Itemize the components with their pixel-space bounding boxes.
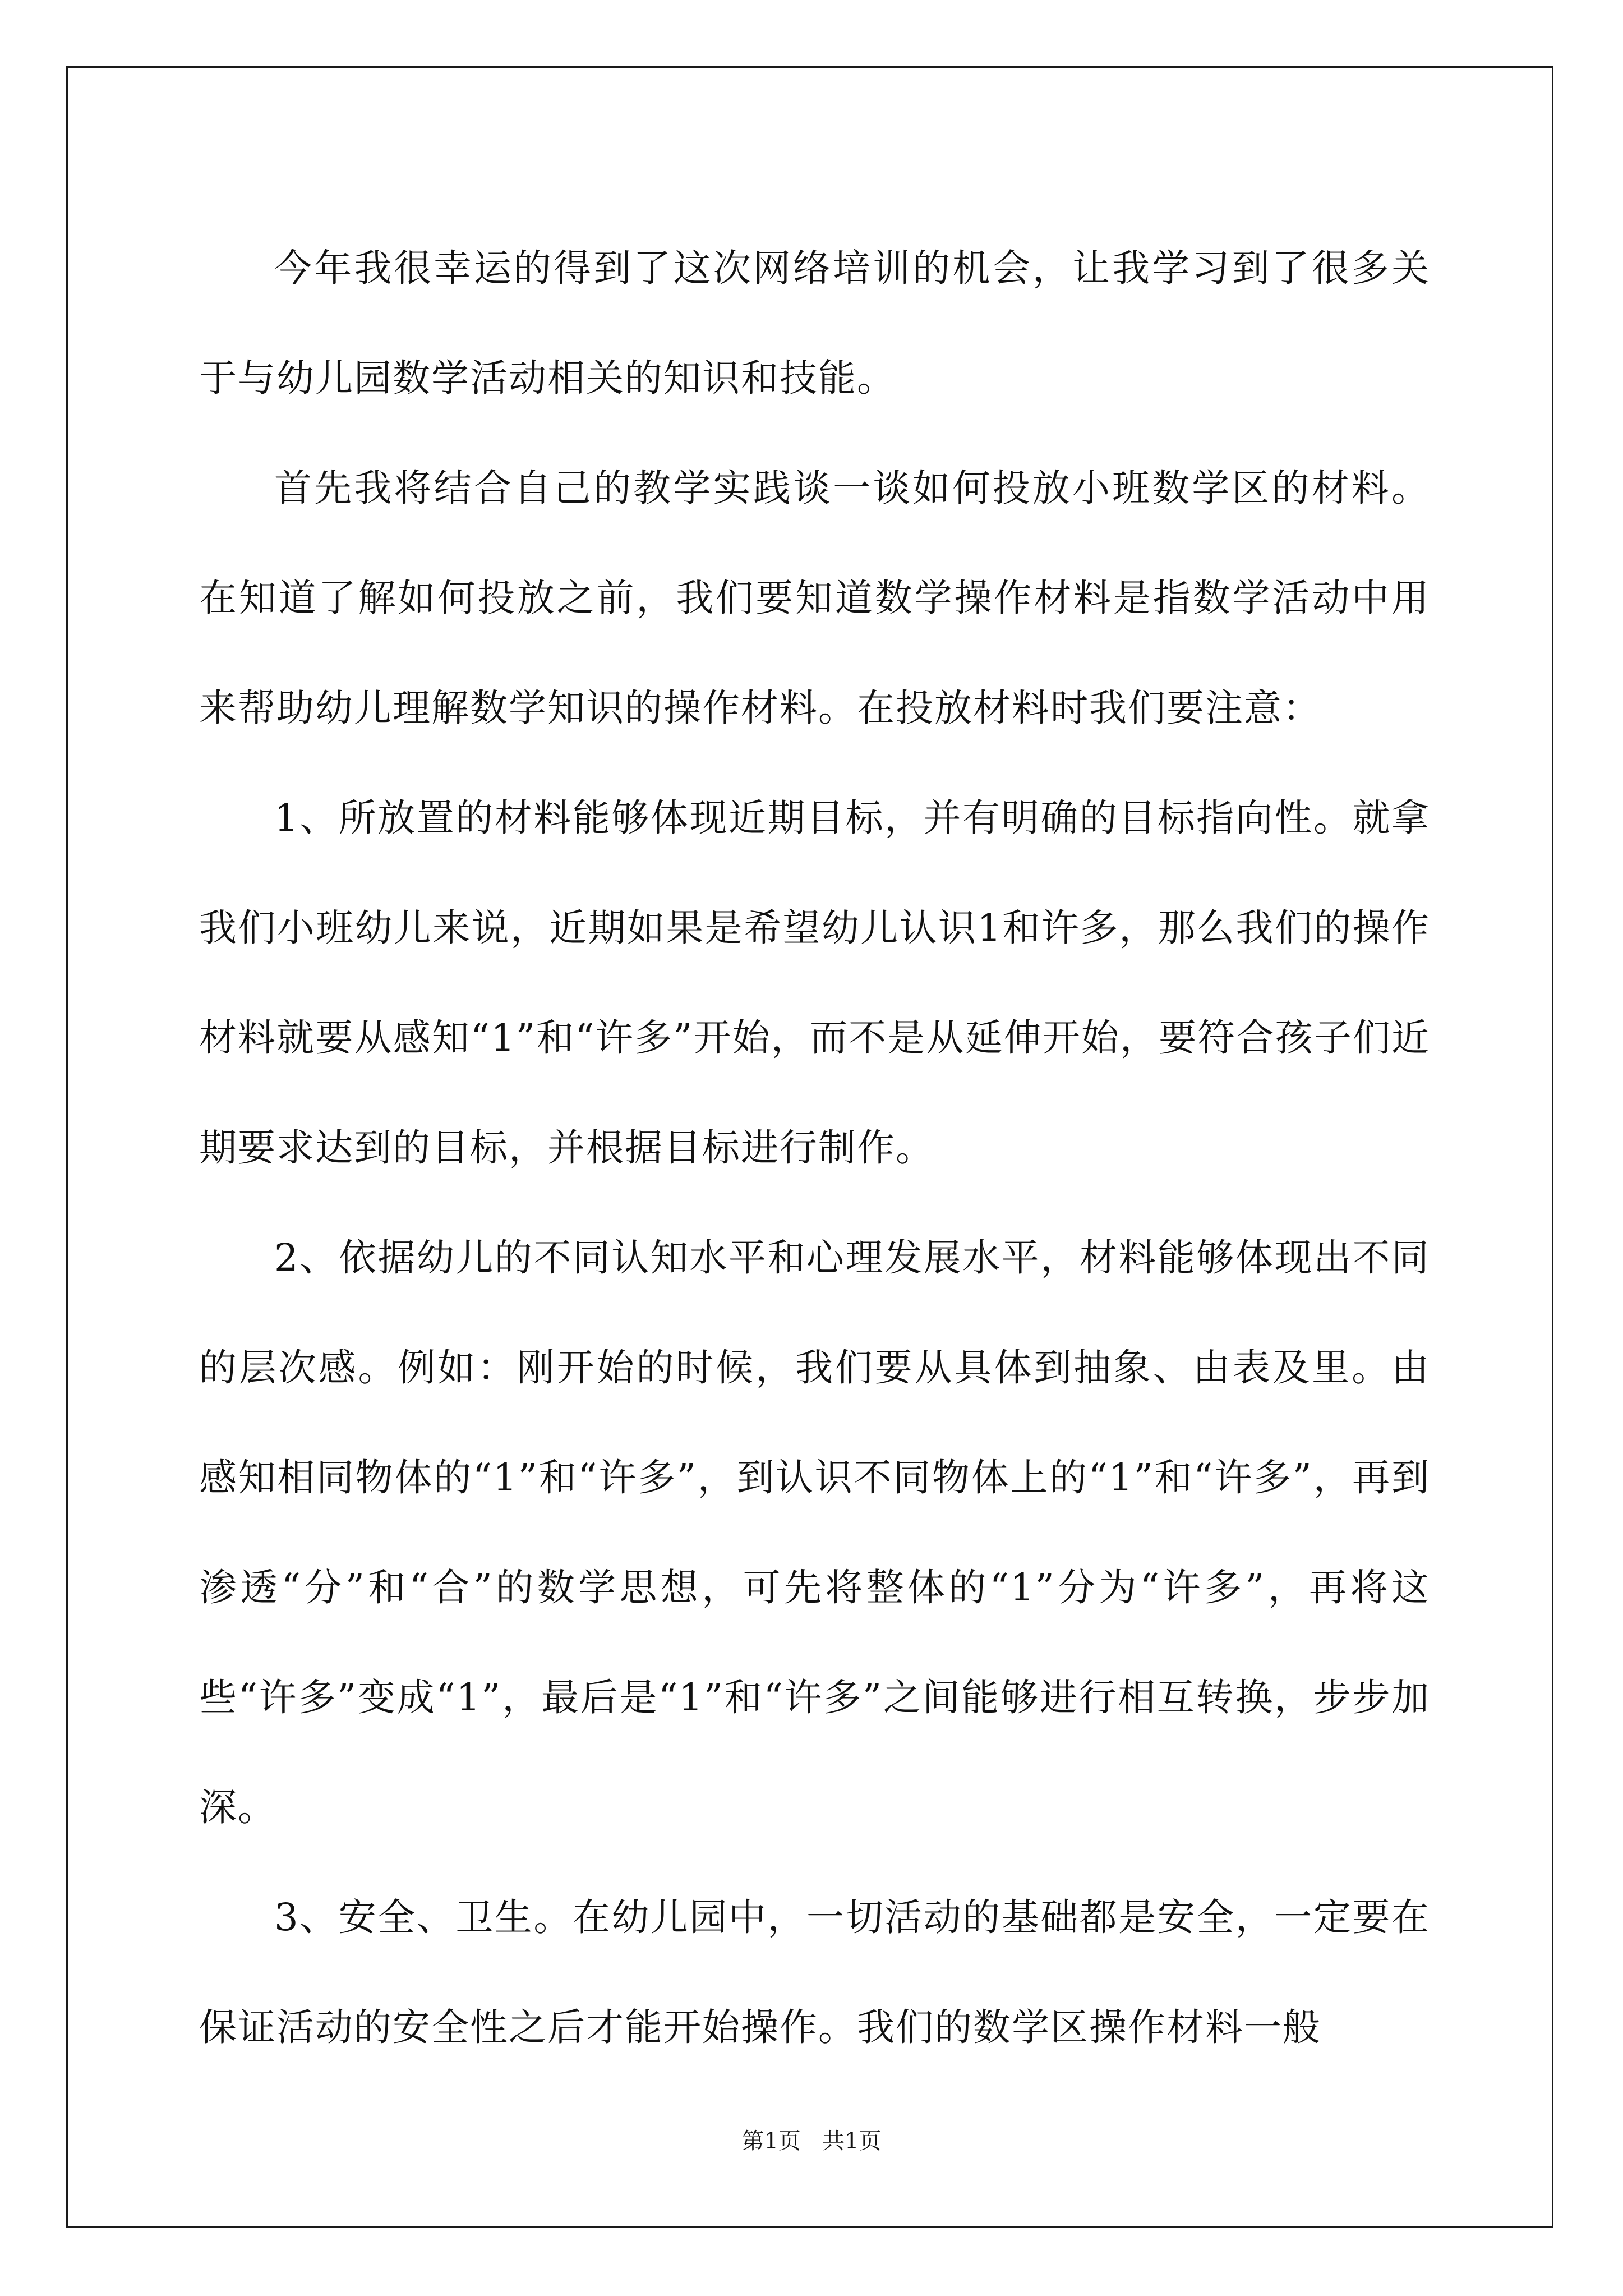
- paragraph-intro: 今年我很幸运的得到了这次网络培训的机会，让我学习到了很多关于与幼儿园数学活动相关的知识和技能。: [199, 246, 1430, 400]
- paragraph-materials-overview: 首先我将结合自己的教学实践谈一谈如何投放小班数学区的材料。在知道了解如何投放之前，我们要知道数学操作材料是指数学活动中用来帮助幼儿理解数学知识的操作材料。在投放材料时我们要注意：: [199, 466, 1430, 730]
- page-footer: 第1页 共1页: [741, 2128, 882, 2154]
- paragraph-point-3: 3、安全、卫生。在幼儿园中，一切活动的基础都是安全，一定要在保证活动的安全性之后才能开始操作。我们的数学区操作材料一般: [199, 1895, 1430, 2049]
- document-body: [199, 213, 1430, 2082]
- paragraph-point-1: 1、所放置的材料能够体现近期目标，并有明确的目标指向性。就拿我们小班幼儿来说，近期如果是希望幼儿认识1和许多，那么我们的操作材料就要从感知“1”和“许多”开始，而不是从延伸开始，要符合孩子们近期要求达到的目标，并根据目标进行制作。: [199, 796, 1430, 1170]
- paragraph-point-2: 2、依据幼儿的不同认知水平和心理发展水平，材料能够体现出不同的层次感。例如：刚开始的时候，我们要从具体到抽象、由表及里。由感知相同物体的“1”和“许多”，到认识不同物体上的“1”和“许多”，再到渗透“分”和“合”的数学思想，可先将整体的“1”分为“许多”，再将这些“许多”变成“1”，最后是“1”和“许多”之间能够进行相互转换，步步加深。: [199, 1236, 1430, 1829]
